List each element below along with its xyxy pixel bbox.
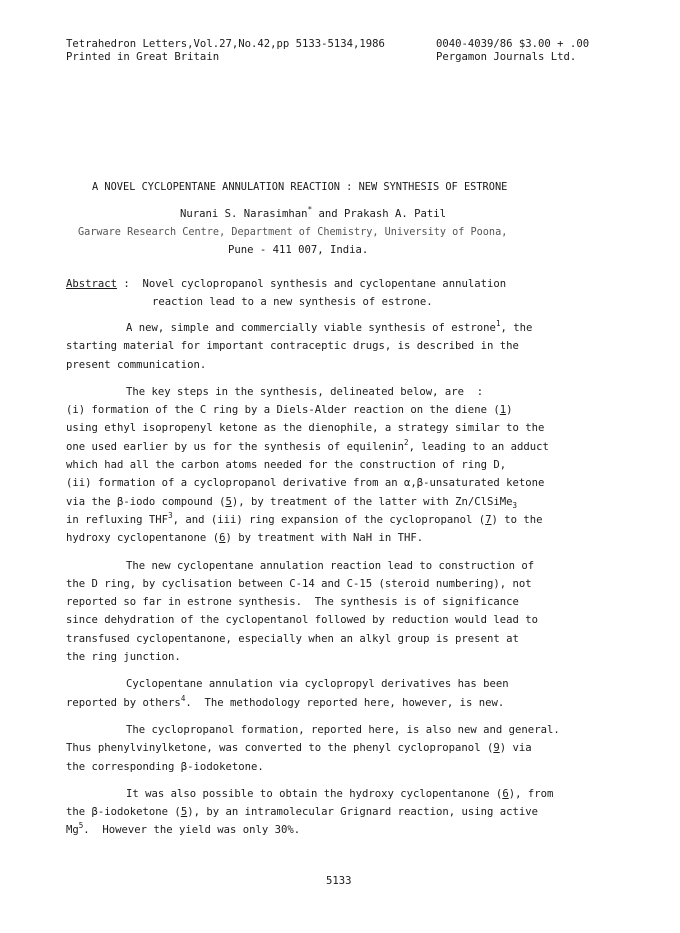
- journal-citation: Tetrahedron Letters,Vol.27,No.42,pp 5133-5134,1986: [66, 38, 385, 50]
- compound-6: 6: [219, 532, 226, 545]
- compound-6-ref: 6: [502, 787, 509, 800]
- reference-2: 2: [404, 437, 409, 447]
- paragraph-2: The key steps in the synthesis, delineated below, are : (i) formation of the C ring by a Diels-Alder reaction on the diene (1) using ethyl isopropenyl ketone as the dienophile, a strategy similar to the one used earlier by us for the synthesis of equilenin$^2$, leading to an adduct which had all the carbon atoms needed for the construction of ring D, (ii) formation of a cyclopropanol derivative from an α,β-unsaturated ketone via the β-iodo compound (5), by treatment of the latter with Zn/ClSiMe$_3$ in refluxing THF$^3$, and (iii) ring expansion of the cyclopropanol (7) to the hydroxy cyclopentanone (6) by treatment with NaH in THF.: [66, 385, 549, 545]
- paragraph-5: The cyclopropanol formation, reported here, is also new and general. Thus phenylvinylketone, was converted to the phenyl cyclopropanol (9) via the corresponding β-iodoketone.: [66, 723, 560, 773]
- abstract-separator: :: [117, 278, 143, 290]
- authors: [180, 205, 446, 223]
- affiliation-line-1: Garware Research Centre, Department of Chemistry, University of Poona,: [78, 227, 508, 238]
- paper-title: A NOVEL CYCLOPENTANE ANNULATION REACTION : NEW SYNTHESIS OF ESTRONE: [92, 181, 508, 193]
- publisher: Pergamon Journals Ltd.: [436, 51, 577, 63]
- abstract-label: Abstract: [66, 278, 118, 290]
- reference-4: 4: [180, 693, 186, 703]
- author-1: Nurani S. Narasimhan: [180, 208, 308, 220]
- compound-5: 5: [225, 495, 232, 508]
- body-text: [66, 319, 626, 849]
- compound-7: 7: [485, 513, 492, 526]
- abstract-line-1: Novel cyclopropanol synthesis and cyclopentane annulation: [142, 278, 507, 290]
- reference-1: 1: [495, 319, 501, 328]
- paragraph-1: A new, simple and commercially viable synthesis of estrone$^1$, the starting material for important contraceptic drugs, is described in the present communication.: [66, 319, 533, 371]
- paragraph-6: It was also possible to obtain the hydroxy cyclopentanone (6), from the β-iodoketone (5), by an intramolecular Grignard reaction, using active Mg$^5$. However the yield was only 30%.: [66, 787, 554, 837]
- corresponding-author-mark: *: [307, 205, 313, 214]
- abstract: [66, 275, 506, 293]
- reference-3: 3: [168, 510, 173, 520]
- page-number: 5133: [326, 875, 352, 887]
- abstract-line-2: reaction lead to a new synthesis of estrone.: [152, 296, 433, 308]
- compound-5-ref: 5: [180, 806, 188, 819]
- subscript-3: 3: [512, 500, 517, 510]
- compound-1: 1: [499, 404, 507, 417]
- author-2: and Prakash A. Patil: [312, 208, 447, 220]
- affiliation-line-2: Pune - 411 007, India.: [228, 244, 369, 256]
- paragraph-4: Cyclopentane annulation via cyclopropyl derivatives has been reported by others$^4$. The methodology reported here, however, is new.: [66, 678, 509, 709]
- compound-9: 9: [493, 742, 500, 755]
- paragraph-3: The new cyclopentane annulation reaction lead to construction of the D ring, by cyclisation between C-14 and C-15 (steroid numbering), not reported so far in estrone synthesis. The synthesis is of significance since dehydration of the cyclopentanol followed by reduction would lead to transfused cyclopentanone, especially when an alkyl group is present at the ring junction.: [66, 559, 538, 664]
- issn-price: 0040-4039/86 $3.00 + .00: [436, 38, 590, 50]
- printed-in: Printed in Great Britain: [66, 51, 220, 63]
- reference-5: 5: [78, 821, 84, 831]
